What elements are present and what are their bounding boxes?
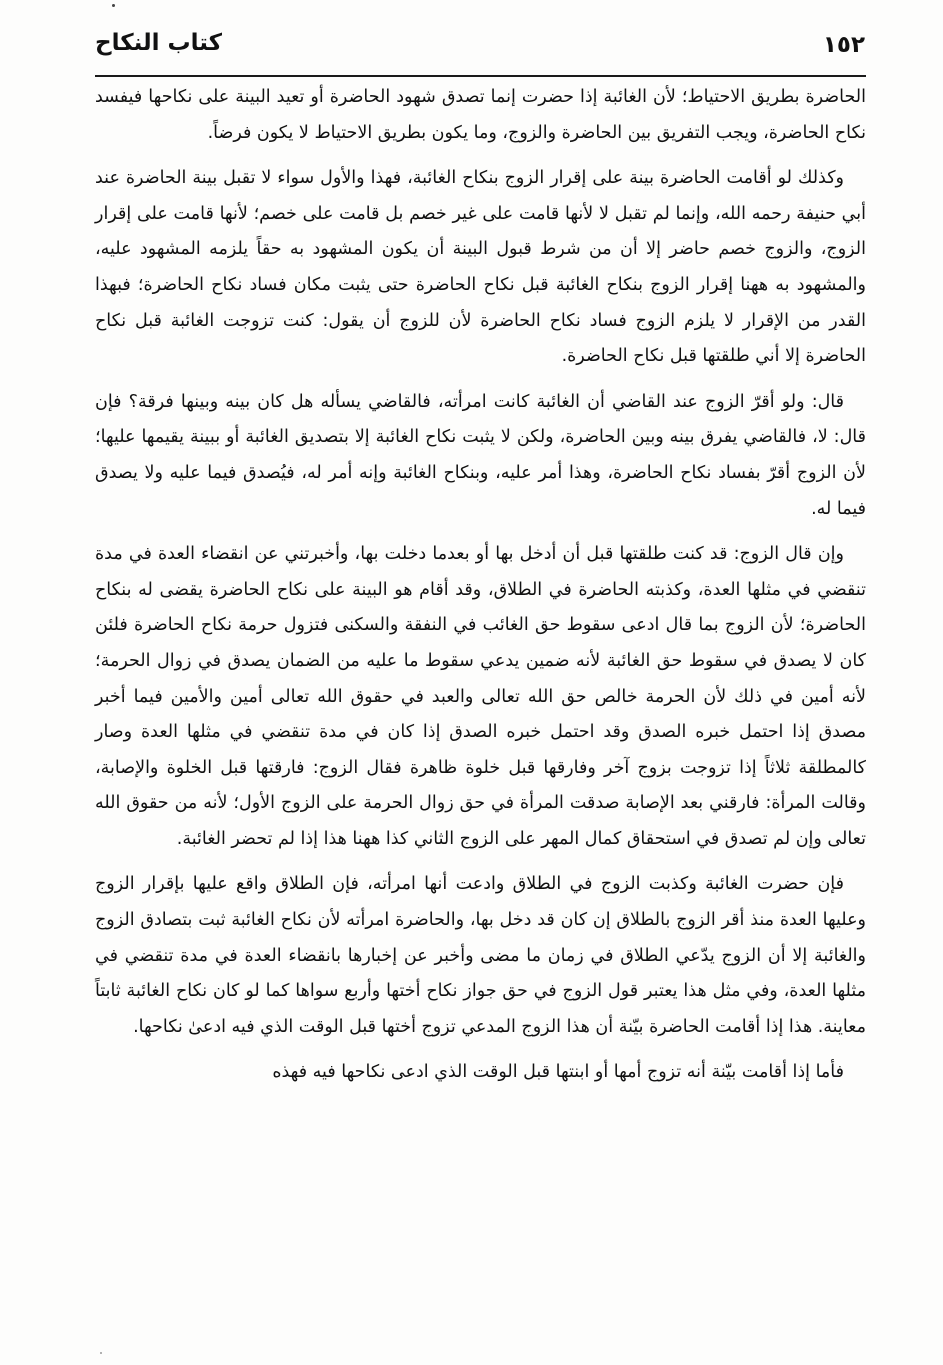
running-title: كتاب النكاح — [95, 30, 223, 56]
paragraph-2: وكذلك لو أقامت الحاضرة بينة على إقرار الزوج بنكاح الغائبة، فهذا والأول سواء لا تقبل بينة الحاضرة عند أبي حنيفة رحمه الله، وإنما لم تقبل لا لأنها قامت على غير خصم بل قامت على خصم؛ لأنها قامت على إقرار الزوج، والزوج خصم حاضر إلا أن من شرط قبول البينة أن يكون المشهود به حقاً يلزمه المشهود عليه، والمشهود به ههنا إقرار الزوج بنكاح الغائبة قبل نكاح الحاضرة حتى يثبت مكان فساد نكاح الحاضرة؛ فبهذا القدر من الإقرار لا يلزم الزوج فساد نكاح الحاضرة لأن للزوج أن يقول: كنت تزوجت الغائبة قبل نكاح الحاضرة إلا أني طلقتها قبل نكاح الحاضرة. — [95, 168, 866, 367]
header-rule — [95, 75, 866, 77]
paragraph-1: الحاضرة بطريق الاحتياط؛ لأن الغائبة إذا حضرت إنما تصدق شهود الحاضرة أو تعيد البينة على نكاحها فيفسد نكاح الحاضرة، ويجب التفريق بين الحاضرة والزوج، وما يكون بطريق الاحتياط لا يكون فرضاً. — [95, 87, 866, 143]
page-header — [95, 30, 865, 70]
paragraph-6: فأما إذا أقامت بيّنة أنه تزوج أمها أو ابنتها قبل الوقت الذي ادعى نكاحها فيه فهذه — [272, 1062, 844, 1083]
paragraph-4: وإن قال الزوج: قد كنت طلقتها قبل أن أدخل بها أو بعدما دخلت بها، وأخبرتني عن انقضاء العدة في مدة تنقضي في مثلها العدة، وكذبته الحاضرة في الطلاق، وقد أقام هو البينة على نكاح الحاضرة يقضى له بنكاح الحاضرة؛ لأن الزوج بما قال ادعى سقوط حق الغائب في النفقة والسكنى فتزول حرمة نكاح الحاضرة فلئن كان لا يصدق في سقوط حق الغائبة لأنه ضمين يدعي سقوط ما عليه من الضمان يصدق في زوال الحرمة؛ لأنه أمين في ذلك لأن الحرمة خالص حق الله تعالى والعبد في حقوق الله تعالى أمين والأمين فيما أخبر مصدق إذا احتمل خبره الصدق وقد احتمل خبره الصدق إذا كان في مدة تنقضي في مثلها العدة وصار كالمطلقة ثلاثاً إذا تزوجت بزوج آخر وفارقها قبل خلوة ظاهرة فقال الزوج: فارقتها قبل الخلوة والإصابة، وقالت المرأة: فارقني بعد الإصابة صدقت المرأة في حق زوال الحرمة على الزوج الأول؛ لأنه من حقوق الله تعالى وإن لم تصدق في استحقاق كمال المهر على الزوج الثاني كذا ههنا هذا إذا لم تحضر الغائبة. — [95, 544, 866, 849]
scan-speck-bottom — [100, 1352, 102, 1354]
paragraph-5: فإن حضرت الغائبة وكذبت الزوج في الطلاق وادعت أنها امرأته، فإن الطلاق واقع عليها بإقرار الزوج وعليها العدة منذ أقر الزوج بالطلاق إن كان قد دخل بها، والحاضرة امرأته لأن نكاح الغائبة ثبت بتصادق الزوج والغائبة إلا أن الزوج يدّعي الطلاق في زمان ما مضى وأخبر عن إخبارها بانقضاء العدة في مدة تنقضي في مثلها العدة، وفي مثل هذا يعتبر قول الزوج في حق جواز نكاح أختها وأربع سواها كما لو كان نكاح الغائبة ثابتاً معاينة. هذا إذا أقامت الحاضرة بيّنة أن هذا الزوج المدعي تزوج أختها قبل الوقت الذي فيه ادعىٰ نكاحها. — [95, 874, 866, 1037]
page-number: ١٥٢ — [822, 32, 865, 58]
paragraph-3: قال: ولو أقرّ الزوج عند القاضي أن الغائبة كانت امرأته، فالقاضي يسأله هل كان بينه وبينها فرقة؟ فإن قال: لا، فالقاضي يفرق بينه وبين الحاضرة، ولكن لا يثبت نكاح الغائبة إلا بتصديق الغائبة أو ببينة يقيمها عليها؛ لأن الزوج أقرّ بفساد نكاح الحاضرة، وهذا أمر عليه، وبنكاح الغائبة وإنه أمر له، فيُصدق فيما عليه ولا يصدق فيما له. — [95, 391, 866, 519]
body-text — [95, 80, 866, 1101]
scan-speck — [112, 4, 115, 7]
